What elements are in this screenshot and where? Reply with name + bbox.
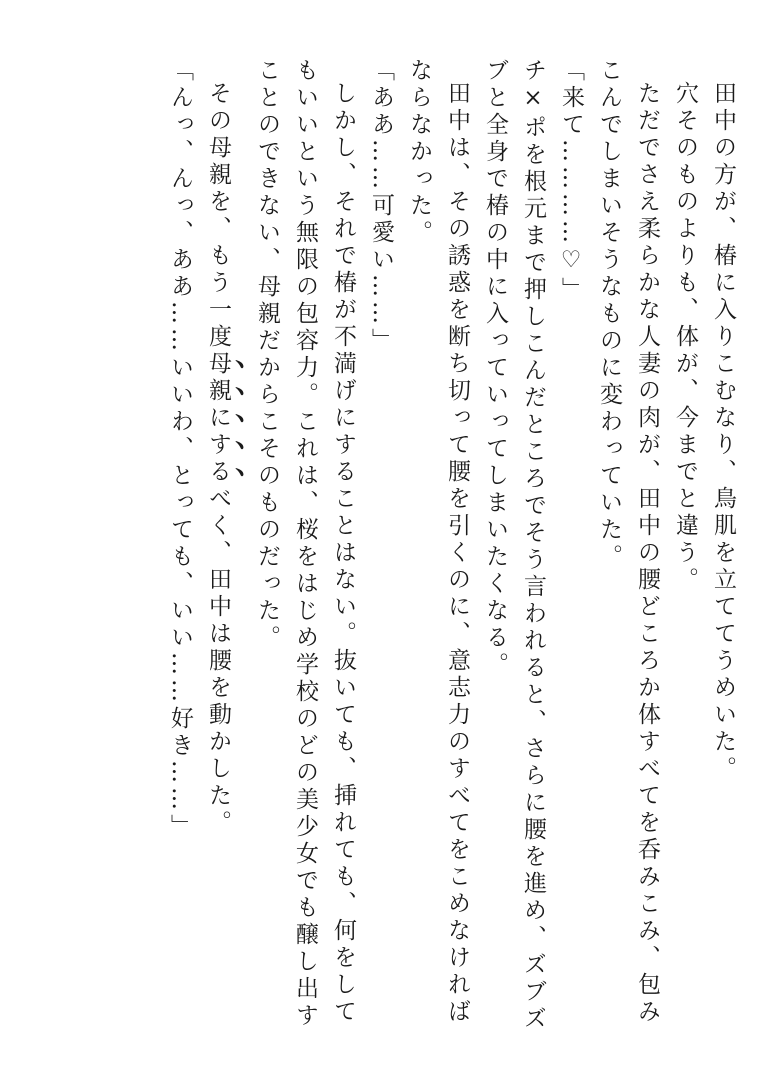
paragraph-1: 田中の方が、椿に入りこむなり、鳥肌を立ててうめいた。 <box>710 81 736 783</box>
paragraph-8: しかし、それで椿が不満げにすることはない。抜いても、挿れても、何をしてもいいという無限の包容力。これは、桜をはじめ学校のどの美少女でも醸し出すことのできない、母親だからこそのものだった。 <box>254 58 356 1030</box>
paragraph-9-after: べく、田中は腰を動かした。 <box>205 486 231 837</box>
paragraph-6: 田中は、その誘惑を断ち切って腰を引くのに、意志力のすべてをこめなければならなかった。 <box>406 58 470 1026</box>
paragraph-4-dialogue: 「来て…………♡」 <box>558 58 584 304</box>
paragraph-9 <box>199 58 248 1048</box>
paragraph-10-dialogue: 「んっ、んっ、ああ……いいわ、とっても、いい……好き……」 <box>167 58 193 841</box>
paragraph-3: ただでさえ柔らかな人妻の肉が、田中の腰どころか体すべてを呑みこみ、包みこんでしまいそうなものに変わっていた。 <box>596 58 660 1026</box>
paragraph-5: チ×ポを根元まで押しこんだところでそう言われると、さらに腰を進め、ズブズブと全身で椿の中に入っていってしまいたくなる。 <box>482 58 546 1033</box>
paragraph-9-emphasis: 母親にする <box>205 351 231 486</box>
paragraph-2: 穴そのものよりも、体が、今までと違う。 <box>672 81 698 594</box>
vertical-text-body <box>161 58 742 1048</box>
paragraph-7-dialogue: 「ああ……可愛い……」 <box>368 58 394 355</box>
paragraph-9-before: その母親を、もう一度 <box>205 81 231 351</box>
